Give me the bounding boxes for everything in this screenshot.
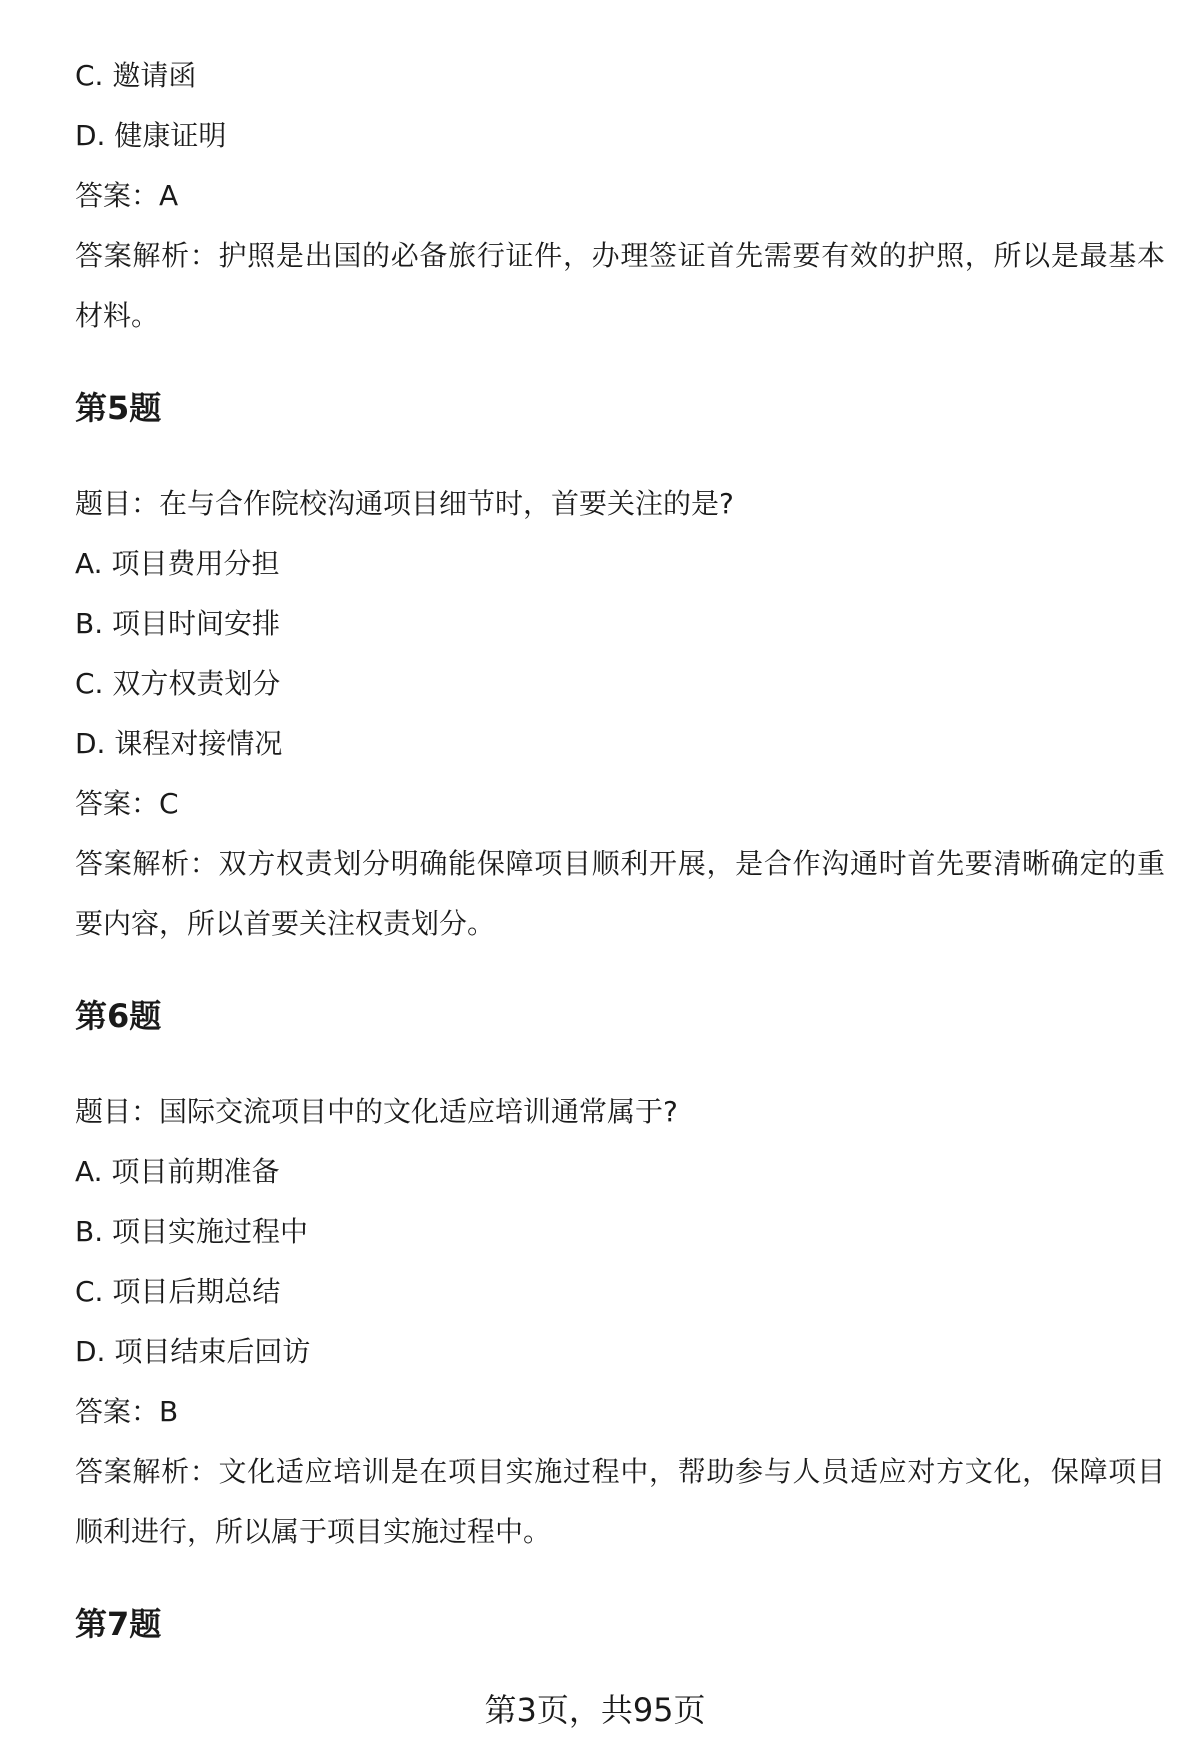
question-stem: 题目：国际交流项目中的文化适应培训通常属于? xyxy=(75,1095,678,1128)
option-a: A. 项目前期准备 xyxy=(75,1155,280,1188)
answer: 答案：B xyxy=(75,1395,179,1428)
page-content xyxy=(75,46,1165,1644)
answer-explanation: 答案解析：文化适应培训是在项目实施过程中，帮助参与人员适应对方文化，保障项目顺利进行，所以属于项目实施过程中。 xyxy=(75,1455,1165,1548)
page-number-footer: 第3页，共95页 xyxy=(484,1691,706,1729)
question-5 xyxy=(75,346,1165,954)
question-7 xyxy=(75,1562,1165,1644)
answer: 答案：A xyxy=(75,179,179,212)
option-a: A. 项目费用分担 xyxy=(75,547,280,580)
question-4-tail xyxy=(75,46,1165,346)
question-stem: 题目：在与合作院校沟通项目细节时，首要关注的是? xyxy=(75,487,734,520)
option-c: C. 双方权责划分 xyxy=(75,667,281,700)
option-d: D. 课程对接情况 xyxy=(75,727,283,760)
option-c: C. 邀请函 xyxy=(75,59,197,92)
question-heading: 第6题 xyxy=(75,997,162,1035)
option-c: C. 项目后期总结 xyxy=(75,1275,281,1308)
answer-explanation: 答案解析：护照是出国的必备旅行证件，办理签证首先需要有效的护照，所以是最基本材料。 xyxy=(75,239,1165,332)
question-heading: 第5题 xyxy=(75,389,162,427)
answer: 答案：C xyxy=(75,787,179,820)
answer-explanation: 答案解析：双方权责划分明确能保障项目顺利开展，是合作沟通时首先要清晰确定的重要内容，所以首要关注权责划分。 xyxy=(75,847,1165,940)
question-heading: 第7题 xyxy=(75,1605,162,1643)
question-6 xyxy=(75,954,1165,1562)
option-d: D. 项目结束后回访 xyxy=(75,1335,311,1368)
option-d: D. 健康证明 xyxy=(75,119,227,152)
option-b: B. 项目时间安排 xyxy=(75,607,281,640)
option-b: B. 项目实施过程中 xyxy=(75,1215,309,1248)
